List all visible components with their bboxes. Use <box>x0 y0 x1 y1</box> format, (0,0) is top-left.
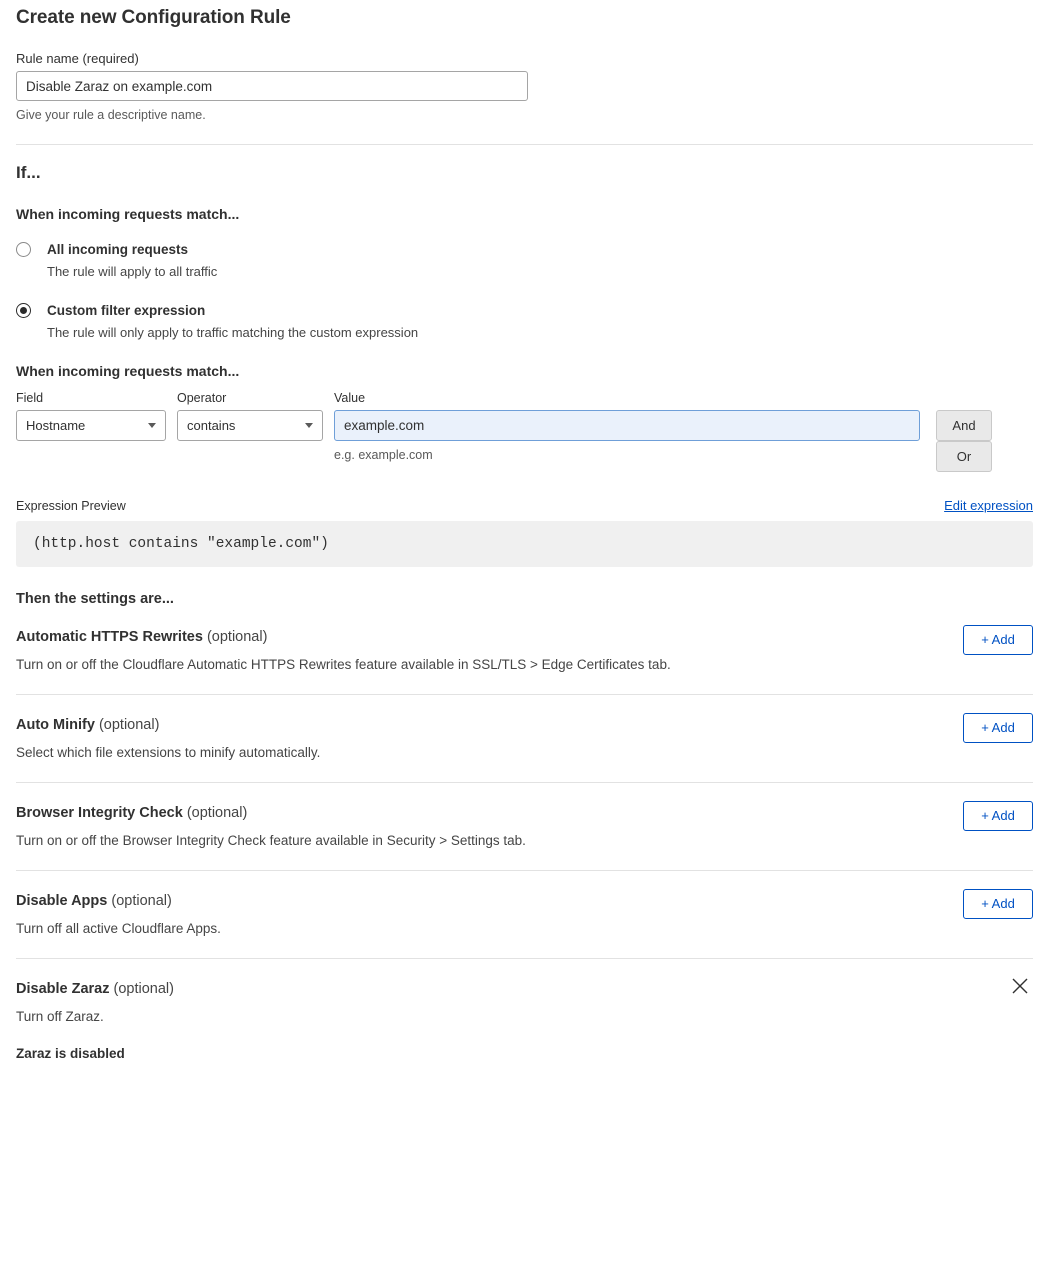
setting-name: Auto Minify <box>16 716 95 733</box>
add-auto-minify-button[interactable]: + Add <box>963 713 1033 743</box>
if-heading: If... <box>16 163 41 182</box>
operator-label: Operator <box>177 390 227 405</box>
field-select[interactable] <box>16 410 166 441</box>
radio-custom-filter-expression[interactable] <box>16 301 1033 342</box>
match-type-radio-group <box>16 240 1033 343</box>
setting-description: Turn off Zaraz. <box>16 1008 104 1024</box>
expression-builder-heading: When incoming requests match... <box>16 362 240 379</box>
chevron-down-icon <box>305 423 313 428</box>
radio-selected-icon <box>16 303 31 318</box>
page-title: Create new Configuration Rule <box>16 7 291 28</box>
close-icon <box>1009 975 1031 997</box>
rule-name-label: Rule name (required) <box>16 51 139 66</box>
setting-description: Turn on or off the Cloudflare Automatic HTTPS Rewrites feature available in SSL/TLS > Edge Certificates tab. <box>16 656 671 672</box>
zaraz-status-text: Zaraz is disabled <box>16 1045 125 1061</box>
setting-description: Turn on or off the Browser Integrity Check feature available in Security > Settings tab. <box>16 832 526 848</box>
value-label: Value <box>334 390 366 405</box>
add-automatic-https-rewrites-button[interactable]: + Add <box>963 625 1033 655</box>
remove-disable-zaraz-button[interactable] <box>1009 975 1031 997</box>
setting-optional: (optional) <box>206 628 268 645</box>
field-select-value: Hostname <box>26 417 86 433</box>
setting-title <box>16 629 1033 645</box>
expression-preview-header <box>16 498 1033 513</box>
radio-all-incoming-requests-label: All incoming requests <box>47 242 189 257</box>
setting-auto-minify <box>16 695 1033 783</box>
setting-optional: (optional) <box>98 716 160 733</box>
chevron-down-icon <box>148 423 156 428</box>
divider-top <box>16 144 1033 145</box>
radio-unselected-icon <box>16 242 31 257</box>
rule-name-input[interactable] <box>16 71 528 101</box>
radio-custom-filter-expression-label: Custom filter expression <box>47 303 206 319</box>
setting-disable-apps <box>16 871 1033 959</box>
then-settings-heading: Then the settings are... <box>16 590 174 607</box>
setting-description: Select which file extensions to minify automatically. <box>16 744 321 760</box>
expression-preview-label: Expression Preview <box>16 498 126 513</box>
setting-automatic-https-rewrites <box>16 607 1033 695</box>
setting-title <box>16 717 1033 733</box>
field-label: Field <box>16 390 44 405</box>
expression-builder-row <box>16 391 1033 472</box>
setting-title <box>16 893 1033 909</box>
setting-name: Browser Integrity Check <box>16 804 183 821</box>
setting-browser-integrity-check <box>16 783 1033 871</box>
operator-select-value: contains <box>187 417 236 433</box>
setting-optional: (optional) <box>113 980 174 997</box>
value-input[interactable] <box>334 410 920 441</box>
logic-buttons <box>931 391 1033 472</box>
setting-title <box>16 805 1033 821</box>
setting-name: Automatic HTTPS Rewrites <box>16 628 203 645</box>
operator-column <box>177 391 323 441</box>
add-browser-integrity-check-button[interactable]: + Add <box>963 801 1033 831</box>
setting-description: Turn off all active Cloudflare Apps. <box>16 920 221 936</box>
radio-all-incoming-requests-description: The rule will apply to all traffic <box>47 263 218 279</box>
setting-disable-zaraz <box>16 959 1033 1083</box>
match-heading: When incoming requests match... <box>16 206 240 222</box>
field-column <box>16 391 166 441</box>
edit-expression-link[interactable]: Edit expression <box>944 497 1033 513</box>
setting-optional: (optional) <box>111 892 172 909</box>
add-disable-apps-button[interactable]: + Add <box>963 889 1033 919</box>
rule-name-helper: Give your rule a descriptive name. <box>16 108 206 122</box>
radio-custom-filter-expression-description: The rule will only apply to traffic matching the custom expression <box>47 324 419 340</box>
setting-name: Disable Zaraz <box>16 980 110 997</box>
and-button[interactable]: And <box>936 410 992 441</box>
setting-optional: (optional) <box>186 804 248 821</box>
setting-name: Disable Apps <box>16 892 108 909</box>
operator-select[interactable] <box>177 410 323 441</box>
value-hint: e.g. example.com <box>334 447 433 462</box>
expression-preview-box: (http.host contains "example.com") <box>16 521 1033 567</box>
value-column <box>334 391 920 462</box>
or-button[interactable]: Or <box>936 441 992 472</box>
radio-all-incoming-requests[interactable] <box>16 240 1033 281</box>
setting-title <box>16 981 1033 997</box>
